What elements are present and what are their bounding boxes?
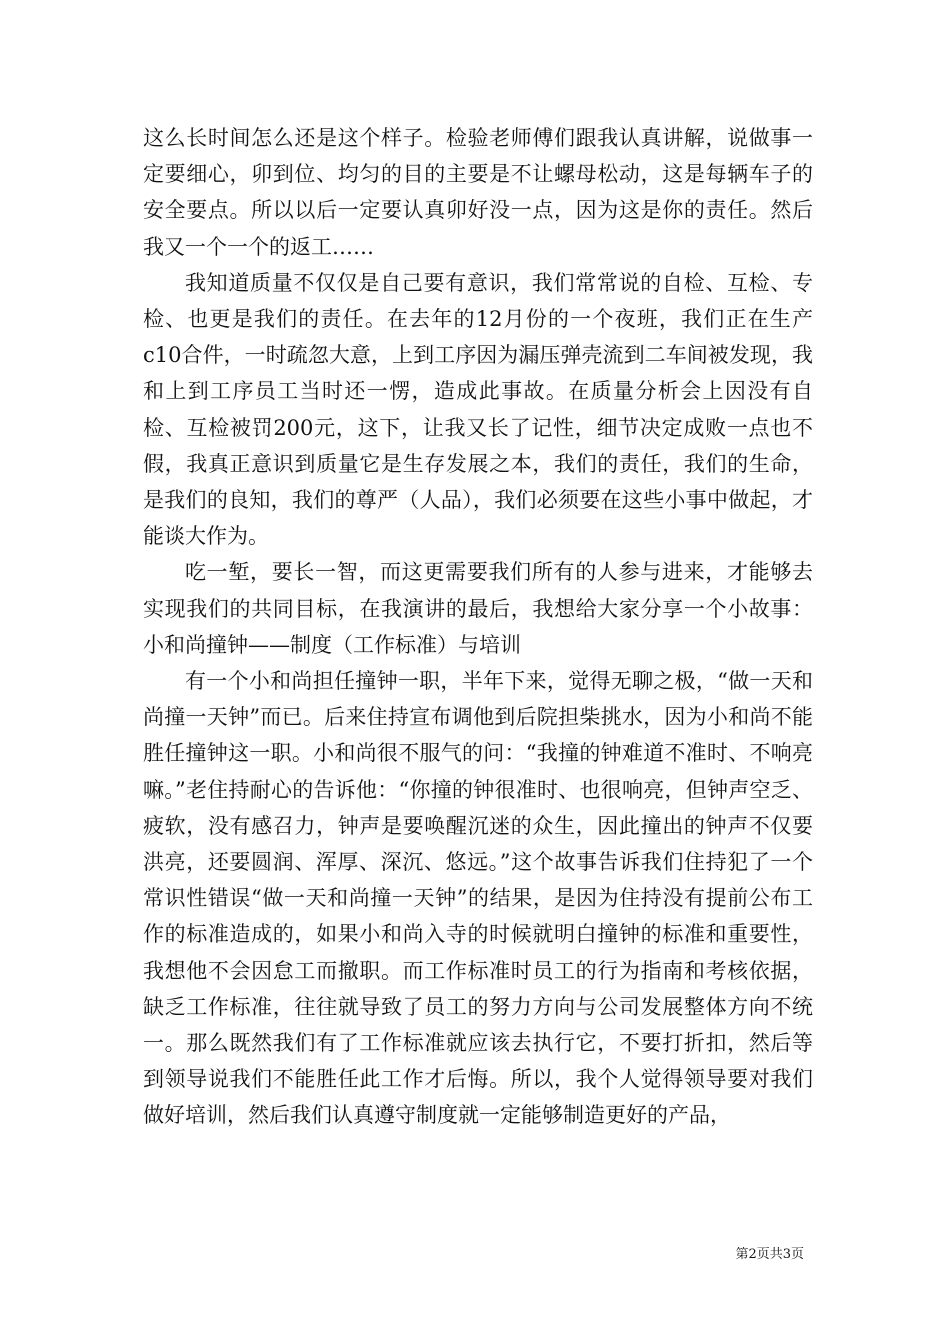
paragraph-1: 这么长时间怎么还是这个样子。检验老师傅们跟我认真讲解，说做事一定要细心，卯到位、均匀的目的主要是不让螺母松动，这是每辆车子的安全要点。所以以后一定要认真卯好没一点，因为这是你的责任。然后我又一个一个的返工…… bbox=[143, 126, 813, 259]
paragraph-2: 我知道质量不仅仅是自己要有意识，我们常常说的自检、互检、专检、也更是我们的责任。在去年的12月份的一个夜班，我们正在生产c10合件，一时疏忽大意，上到工序因为漏压弹壳流到二车间被发现，我和上到工序员工当时还一愣，造成此事故。在质量分析会上因没有自检、互检被罚200元，这下，让我又长了记性，细节决定成败一点也不假，我真正意识到质量它是生存发展之本，我们的责任，我们的生命，是我们的良知，我们的尊严（人品），我们必须要在这些小事中做起，才能谈大作为。 bbox=[143, 270, 813, 549]
paragraph-3: 吃一堑，要长一智，而这更需要我们所有的人参与进来，才能够去实现我们的共同目标，在我演讲的最后，我想给大家分享一个小故事：小和尚撞钟——制度（工作标准）与培训 bbox=[143, 560, 813, 657]
document-body bbox=[143, 120, 813, 1134]
paragraph-4: 有一个小和尚担任撞钟一职，半年下来，觉得无聊之极，“做一天和尚撞一天钟”而已。后来住持宣布调他到后院担柴挑水，因为小和尚不能胜任撞钟这一职。小和尚很不服气的问：“我撞的钟难道不准时、不响亮嘛。”老住持耐心的告诉他：“你撞的钟很准时、也很响亮，但钟声空乏、疲软，没有感召力，钟声是要唤醒沉迷的众生，因此撞出的钟声不仅要洪亮，还要圆润、浑厚、深沉、悠远。”这个故事告诉我们住持犯了一个常识性错误“做一天和尚撞一天钟”的结果，是因为住持没有提前公布工作的标准造成的，如果小和尚入寺的时候就明白撞钟的标准和重要性，我想他不会因怠工而撤职。而工作标准时员工的行为指南和考核依据，缺乏工作标准，往往就导致了员工的努力方向与公司发展整体方向不统一。那么既然我们有了工作标准就应该去执行它，不要打折扣，然后等到领导说我们不能胜任此工作才后悔。所以，我个人觉得领导要对我们做好培训，然后我们认真遵守制度就一定能够制造更好的产品， bbox=[143, 669, 813, 1128]
page-number: 第2页共3页 bbox=[735, 1247, 804, 1262]
